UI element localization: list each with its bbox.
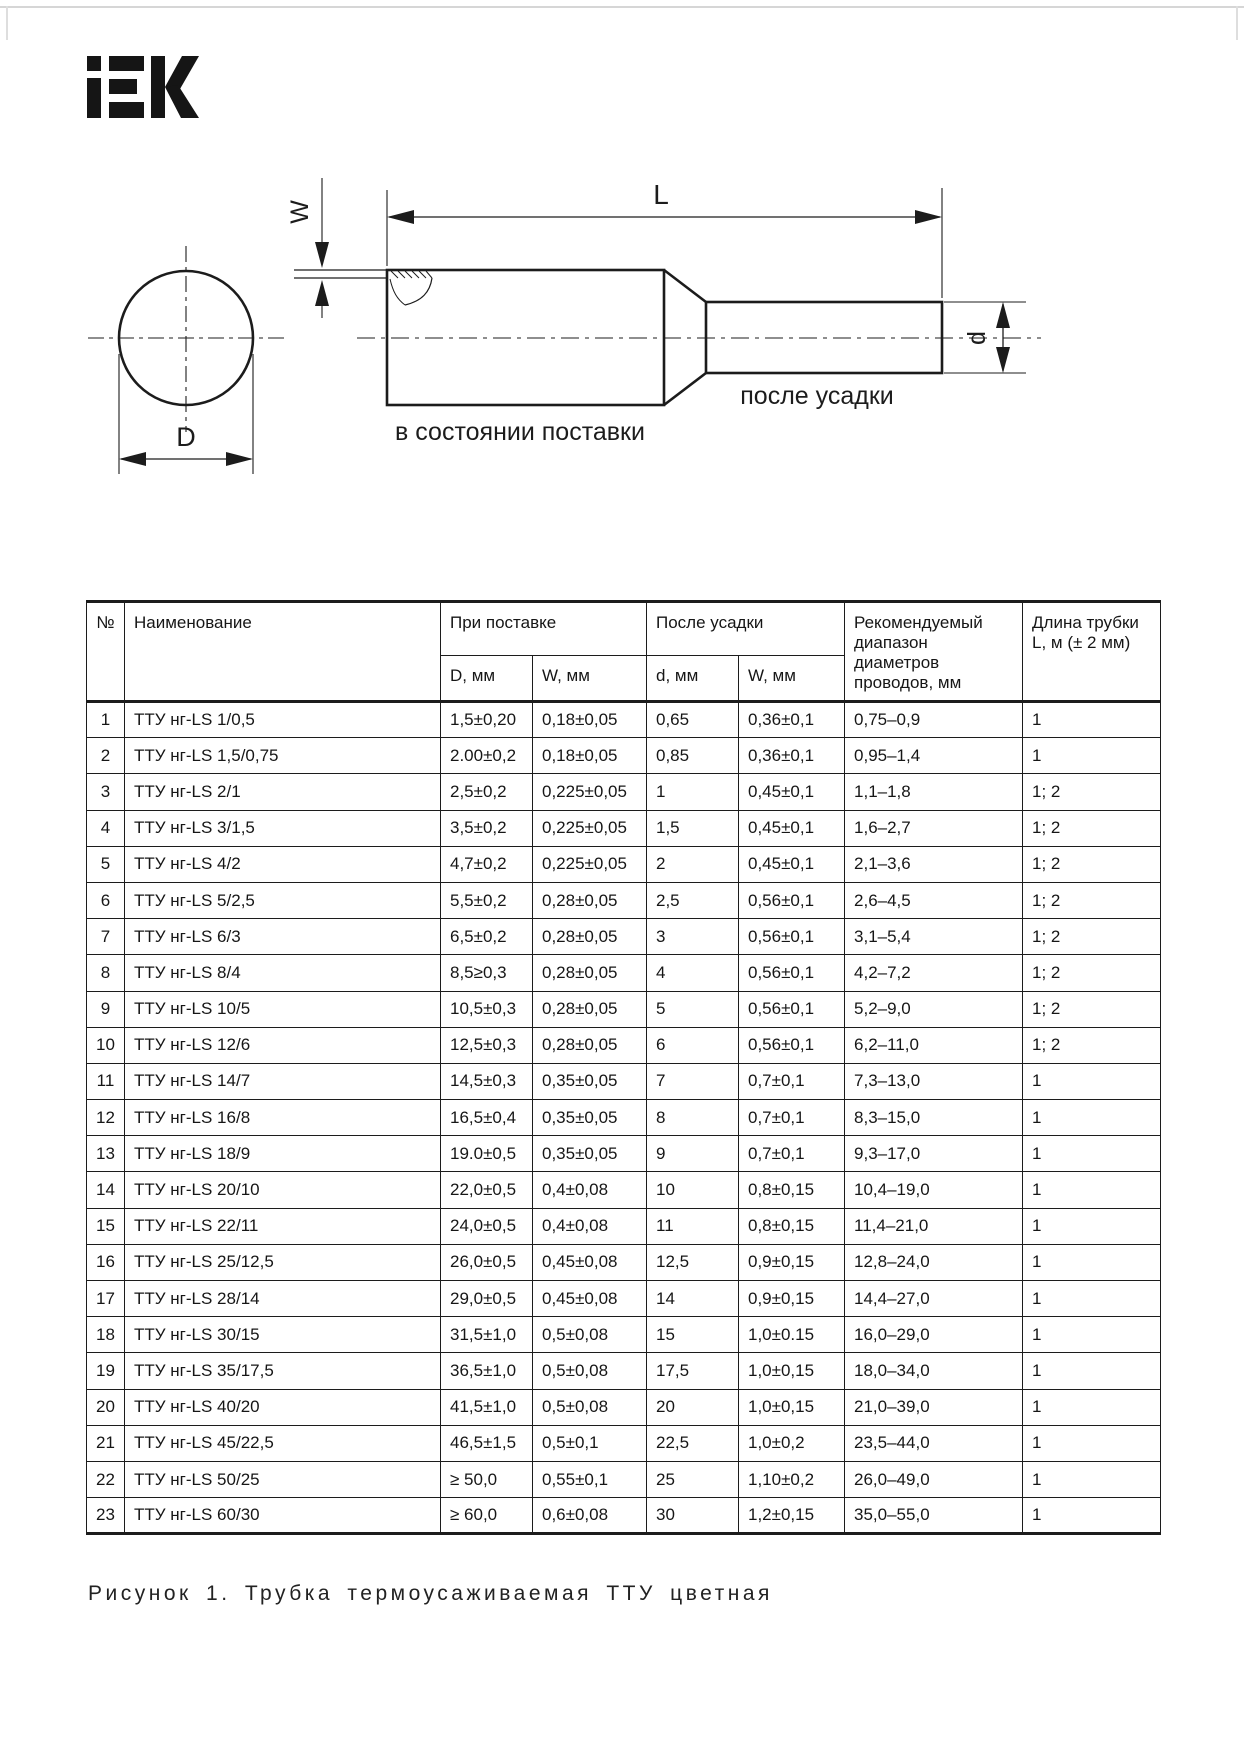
table-cell: 0,7±0,1	[739, 1100, 845, 1136]
col-header-D-mm: D, мм	[441, 656, 533, 702]
table-row	[87, 774, 1161, 810]
table-cell: 8,3–15,0	[845, 1100, 1023, 1136]
table-row	[87, 1100, 1161, 1136]
table-cell: 0,4±0,08	[533, 1208, 647, 1244]
table-cell: 22,0±0,5	[441, 1172, 533, 1208]
table-cell: 11	[647, 1208, 739, 1244]
table-cell: 9	[647, 1136, 739, 1172]
table-cell: 19	[87, 1353, 125, 1389]
table-cell: 6,5±0,2	[441, 919, 533, 955]
table-cell: 0,36±0,1	[739, 702, 845, 738]
tube-technical-drawing	[60, 140, 1240, 480]
table-cell: 1,0±0,15	[739, 1389, 845, 1425]
table-cell: 16,0–29,0	[845, 1317, 1023, 1353]
table-cell: 0,45±0,1	[739, 774, 845, 810]
table-cell: 5	[647, 991, 739, 1027]
table-cell: 0,45±0,08	[533, 1281, 647, 1317]
table-cell: ТТУ нг-LS 1,5/0,75	[125, 738, 441, 774]
table-cell: 0,225±0,05	[533, 810, 647, 846]
table-cell: 1,10±0,2	[739, 1461, 845, 1497]
arrowhead	[996, 302, 1010, 328]
table-cell: ТТУ нг-LS 8/4	[125, 955, 441, 991]
table-cell: 1,1–1,8	[845, 774, 1023, 810]
table-cell: ТТУ нг-LS 4/2	[125, 846, 441, 882]
table-cell: 5,2–9,0	[845, 991, 1023, 1027]
table-cell: 20	[87, 1389, 125, 1425]
table-cell: 29,0±0,5	[441, 1281, 533, 1317]
table-cell: 26,0±0,5	[441, 1244, 533, 1280]
table-cell: 21,0–39,0	[845, 1389, 1023, 1425]
table-cell: 26,0–49,0	[845, 1461, 1023, 1497]
table-cell: ТТУ нг-LS 50/25	[125, 1461, 441, 1497]
table-cell: 1	[1023, 702, 1161, 738]
table-cell: 4	[87, 810, 125, 846]
table-row	[87, 702, 1161, 738]
table-cell: ТТУ нг-LS 18/9	[125, 1136, 441, 1172]
table-cell: 1	[1023, 1208, 1161, 1244]
table-cell: ТТУ нг-LS 16/8	[125, 1100, 441, 1136]
table-cell: 0,8±0,15	[739, 1172, 845, 1208]
table-cell: 1	[1023, 1425, 1161, 1461]
arrowhead	[226, 452, 253, 466]
table-cell: 0,36±0,1	[739, 738, 845, 774]
table-cell: 0,56±0,1	[739, 919, 845, 955]
table-cell: 1	[87, 702, 125, 738]
table-cell: 1	[1023, 1389, 1161, 1425]
table-cell: 1,2±0,15	[739, 1498, 845, 1534]
table-cell: 1	[1023, 738, 1161, 774]
table-cell: 0,18±0,05	[533, 738, 647, 774]
col-header-tube-length: Длина трубки L, м (± 2 мм)	[1023, 602, 1161, 702]
table-cell: 6	[647, 1027, 739, 1063]
table-cell: 7	[87, 919, 125, 955]
table-cell: 0,45±0,1	[739, 810, 845, 846]
table-cell: 0,95–1,4	[845, 738, 1023, 774]
table-cell: 10	[87, 1027, 125, 1063]
table-cell: 3,5±0,2	[441, 810, 533, 846]
arrowhead	[315, 242, 329, 268]
table-cell: 6	[87, 882, 125, 918]
table-cell: 23,5–44,0	[845, 1425, 1023, 1461]
table-cell: 0,5±0,08	[533, 1317, 647, 1353]
table-cell: 4,2–7,2	[845, 955, 1023, 991]
table-cell: 18	[87, 1317, 125, 1353]
table-cell: 1	[1023, 1317, 1161, 1353]
table-row	[87, 1063, 1161, 1099]
table-cell: 24,0±0,5	[441, 1208, 533, 1244]
table-cell: 0,56±0,1	[739, 882, 845, 918]
table-cell: ТТУ нг-LS 25/12,5	[125, 1244, 441, 1280]
table-cell: 0,75–0,9	[845, 702, 1023, 738]
table-cell: ТТУ нг-LS 12/6	[125, 1027, 441, 1063]
table-cell: 0,8±0,15	[739, 1208, 845, 1244]
table-cell: 31,5±1,0	[441, 1317, 533, 1353]
dim-label-d: d	[963, 331, 991, 345]
table-row	[87, 738, 1161, 774]
arrowhead	[315, 280, 329, 306]
col-group-delivery: При поставке	[441, 602, 647, 656]
table-cell: 5,5±0,2	[441, 882, 533, 918]
table-cell: 0,5±0,1	[533, 1425, 647, 1461]
taper-line	[664, 270, 706, 302]
table-cell: 46,5±1,5	[441, 1425, 533, 1461]
table-cell: 15	[87, 1208, 125, 1244]
table-cell: 0,28±0,05	[533, 882, 647, 918]
table-cell: 7	[647, 1063, 739, 1099]
spec-table-body	[87, 702, 1161, 1534]
table-row	[87, 810, 1161, 846]
table-cell: 0,28±0,05	[533, 955, 647, 991]
table-row	[87, 1027, 1161, 1063]
table-cell: 4,7±0,2	[441, 846, 533, 882]
table-row	[87, 1317, 1161, 1353]
figure-caption: Рисунок 1. Трубка термоусаживаемая ТТУ цветная	[88, 1582, 773, 1605]
table-row	[87, 1498, 1161, 1534]
table-cell: 0,28±0,05	[533, 991, 647, 1027]
table-cell: 0,65	[647, 702, 739, 738]
col-header-name: Наименование	[125, 602, 441, 702]
table-cell: ТТУ нг-LS 3/1,5	[125, 810, 441, 846]
table-cell: 1,0±0,15	[739, 1353, 845, 1389]
table-cell: 17	[87, 1281, 125, 1317]
table-cell: 10,4–19,0	[845, 1172, 1023, 1208]
table-cell: 1,6–2,7	[845, 810, 1023, 846]
col-header-d-mm: d, мм	[647, 656, 739, 702]
after-shrink-label: после усадки	[740, 382, 894, 410]
table-cell: 1	[1023, 1281, 1161, 1317]
table-cell: 30	[647, 1498, 739, 1534]
table-cell: 0,18±0,05	[533, 702, 647, 738]
table-cell: 1	[1023, 1172, 1161, 1208]
table-cell: 0,55±0,1	[533, 1461, 647, 1497]
table-cell: 11	[87, 1063, 125, 1099]
table-row	[87, 1172, 1161, 1208]
arrowhead	[119, 452, 146, 466]
table-cell: 8,5≥0,3	[441, 955, 533, 991]
col-group-after-shrink: После усадки	[647, 602, 845, 656]
table-cell: 9	[87, 991, 125, 1027]
table-cell: 14,5±0,3	[441, 1063, 533, 1099]
table-cell: 23	[87, 1498, 125, 1534]
table-row	[87, 955, 1161, 991]
table-cell: 0,5±0,08	[533, 1353, 647, 1389]
table-cell: 14,4–27,0	[845, 1281, 1023, 1317]
table-row	[87, 1425, 1161, 1461]
table-row	[87, 1353, 1161, 1389]
table-cell: 12,8–24,0	[845, 1244, 1023, 1280]
table-cell: 1,0±0.15	[739, 1317, 845, 1353]
page-edge-line	[6, 6, 8, 40]
table-cell: 35,0–55,0	[845, 1498, 1023, 1534]
table-cell: 3	[87, 774, 125, 810]
table-cell: 2	[87, 738, 125, 774]
table-cell: 13	[87, 1136, 125, 1172]
table-cell: 1,5±0,20	[441, 702, 533, 738]
table-cell: 2,6–4,5	[845, 882, 1023, 918]
table-cell: ≥ 50,0	[441, 1461, 533, 1497]
table-row	[87, 991, 1161, 1027]
dim-label-W: W	[286, 200, 314, 224]
table-cell: 10,5±0,3	[441, 991, 533, 1027]
table-row	[87, 1281, 1161, 1317]
table-cell: 3,1–5,4	[845, 919, 1023, 955]
table-cell: 2,5	[647, 882, 739, 918]
table-cell: 2,5±0,2	[441, 774, 533, 810]
table-cell: 0,225±0,05	[533, 846, 647, 882]
table-row	[87, 846, 1161, 882]
table-cell: 0,35±0,05	[533, 1100, 647, 1136]
table-cell: 0,225±0,05	[533, 774, 647, 810]
arrowhead	[996, 347, 1010, 373]
table-cell: 1	[1023, 1063, 1161, 1099]
table-cell: 2,1–3,6	[845, 846, 1023, 882]
table-cell: 8	[647, 1100, 739, 1136]
table-row	[87, 1389, 1161, 1425]
spec-table	[86, 600, 1161, 1535]
table-cell: 1,5	[647, 810, 739, 846]
table-cell: 0,35±0,05	[533, 1136, 647, 1172]
table-cell: 3	[647, 919, 739, 955]
table-cell: 0,45±0,1	[739, 846, 845, 882]
table-cell: 1; 2	[1023, 774, 1161, 810]
table-cell: 10	[647, 1172, 739, 1208]
table-cell: 9,3–17,0	[845, 1136, 1023, 1172]
table-cell: 5	[87, 846, 125, 882]
table-cell: ТТУ нг-LS 28/14	[125, 1281, 441, 1317]
table-cell: 1	[1023, 1461, 1161, 1497]
table-cell: 22,5	[647, 1425, 739, 1461]
table-cell: 0,35±0,05	[533, 1063, 647, 1099]
iek-logo	[87, 56, 199, 118]
table-cell: 14	[647, 1281, 739, 1317]
table-cell: 1; 2	[1023, 810, 1161, 846]
page-edge-line	[0, 6, 1244, 8]
table-cell: 0,28±0,05	[533, 919, 647, 955]
table-row	[87, 919, 1161, 955]
taper-line	[664, 373, 706, 405]
table-cell: ТТУ нг-LS 6/3	[125, 919, 441, 955]
table-cell: 12,5±0,3	[441, 1027, 533, 1063]
table-cell: ≥ 60,0	[441, 1498, 533, 1534]
table-cell: 1; 2	[1023, 846, 1161, 882]
table-cell: 17,5	[647, 1353, 739, 1389]
table-cell: 7,3–13,0	[845, 1063, 1023, 1099]
table-cell: ТТУ нг-LS 45/22,5	[125, 1425, 441, 1461]
table-cell: 16	[87, 1244, 125, 1280]
table-cell: 18,0–34,0	[845, 1353, 1023, 1389]
table-cell: 0,56±0,1	[739, 991, 845, 1027]
col-header-diameter-range: Рекомендуемый диапазон диаметров проводов, мм	[845, 602, 1023, 702]
table-cell: ТТУ нг-LS 5/2,5	[125, 882, 441, 918]
table-row	[87, 1244, 1161, 1280]
table-cell: 1	[1023, 1100, 1161, 1136]
col-header-W2-mm: W, мм	[739, 656, 845, 702]
dim-label-D: D	[176, 422, 196, 452]
delivery-state-label: в состоянии поставки	[395, 418, 645, 446]
table-cell: 0,56±0,1	[739, 1027, 845, 1063]
table-cell: ТТУ нг-LS 30/15	[125, 1317, 441, 1353]
table-cell: 0,6±0,08	[533, 1498, 647, 1534]
arrowhead	[387, 210, 414, 224]
table-cell: 1,0±0,2	[739, 1425, 845, 1461]
table-cell: 12	[87, 1100, 125, 1136]
table-cell: 1	[647, 774, 739, 810]
table-cell: ТТУ нг-LS 10/5	[125, 991, 441, 1027]
table-row	[87, 882, 1161, 918]
page-edge-line	[1236, 6, 1238, 40]
table-cell: 36,5±1,0	[441, 1353, 533, 1389]
table-cell: 1	[1023, 1353, 1161, 1389]
table-cell: 1; 2	[1023, 882, 1161, 918]
table-cell: 1	[1023, 1498, 1161, 1534]
table-cell: 1; 2	[1023, 1027, 1161, 1063]
table-cell: 21	[87, 1425, 125, 1461]
table-cell: 1; 2	[1023, 955, 1161, 991]
table-cell: 15	[647, 1317, 739, 1353]
table-cell: 1; 2	[1023, 919, 1161, 955]
table-cell: 14	[87, 1172, 125, 1208]
table-cell: 16,5±0,4	[441, 1100, 533, 1136]
table-cell: 2	[647, 846, 739, 882]
table-cell: 22	[87, 1461, 125, 1497]
table-cell: 6,2–11,0	[845, 1027, 1023, 1063]
table-cell: ТТУ нг-LS 20/10	[125, 1172, 441, 1208]
table-cell: ТТУ нг-LS 14/7	[125, 1063, 441, 1099]
table-cell: 0,28±0,05	[533, 1027, 647, 1063]
table-cell: 0,7±0,1	[739, 1136, 845, 1172]
table-cell: 0,9±0,15	[739, 1281, 845, 1317]
table-row	[87, 1136, 1161, 1172]
table-cell: ТТУ нг-LS 60/30	[125, 1498, 441, 1534]
table-cell: 0,4±0,08	[533, 1172, 647, 1208]
table-cell: 11,4–21,0	[845, 1208, 1023, 1244]
table-cell: 0,9±0,15	[739, 1244, 845, 1280]
table-cell: 19.0±0,5	[441, 1136, 533, 1172]
table-cell: 25	[647, 1461, 739, 1497]
table-cell: ТТУ нг-LS 2/1	[125, 774, 441, 810]
table-cell: ТТУ нг-LS 22/11	[125, 1208, 441, 1244]
table-row	[87, 1461, 1161, 1497]
table-cell: 1	[1023, 1136, 1161, 1172]
table-cell: 0,56±0,1	[739, 955, 845, 991]
table-cell: 2.00±0,2	[441, 738, 533, 774]
table-cell: ТТУ нг-LS 1/0,5	[125, 702, 441, 738]
table-cell: 0,7±0,1	[739, 1063, 845, 1099]
table-cell: 0,5±0,08	[533, 1389, 647, 1425]
table-row	[87, 1208, 1161, 1244]
table-cell: 41,5±1,0	[441, 1389, 533, 1425]
table-cell: ТТУ нг-LS 40/20	[125, 1389, 441, 1425]
table-cell: 0,45±0,08	[533, 1244, 647, 1280]
col-header-W-mm: W, мм	[533, 656, 647, 702]
table-cell: 4	[647, 955, 739, 991]
dim-label-L: L	[653, 179, 669, 210]
table-cell: 12,5	[647, 1244, 739, 1280]
arrowhead	[915, 210, 942, 224]
table-cell: 20	[647, 1389, 739, 1425]
table-cell: 1	[1023, 1244, 1161, 1280]
table-cell: 0,85	[647, 738, 739, 774]
table-cell: 8	[87, 955, 125, 991]
table-cell: ТТУ нг-LS 35/17,5	[125, 1353, 441, 1389]
table-cell: 1; 2	[1023, 991, 1161, 1027]
col-header-num: №	[87, 602, 125, 702]
